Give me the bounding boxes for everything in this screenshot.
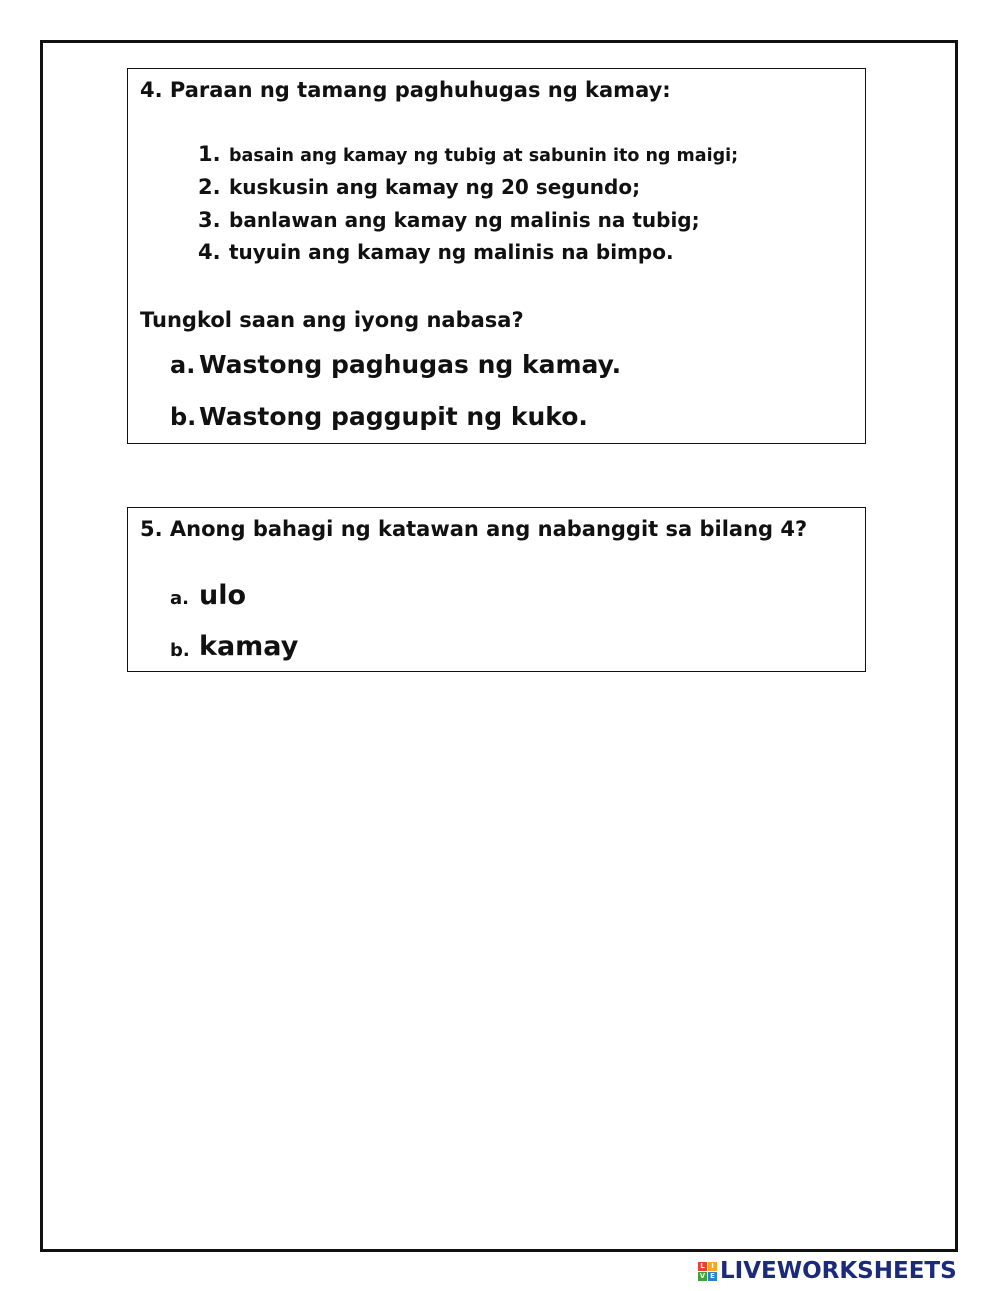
choice-a-text: Wastong paghugas ng kamay. — [199, 350, 622, 379]
choice-a-letter: a. — [170, 588, 189, 609]
step-2-number: 2. — [198, 175, 221, 199]
question-4-prompt: Tungkol saan ang iyong nabasa? — [140, 308, 524, 332]
choice-b-letter: b. — [170, 403, 197, 431]
step-1-number: 1. — [198, 142, 221, 166]
question-5-box — [127, 507, 866, 672]
logo-letter-e: E — [708, 1272, 717, 1281]
logo-text: LIVEWORKSHEETS — [720, 1258, 957, 1284]
liveworksheets-logo — [698, 1258, 957, 1284]
logo-mark-icon — [698, 1262, 717, 1281]
step-2-text: kuskusin ang kamay ng 20 segundo; — [229, 175, 641, 199]
question-4-box — [127, 68, 866, 444]
question-4-title: 4. Paraan ng tamang paghuhugas ng kamay: — [140, 78, 671, 102]
step-4-number: 4. — [198, 240, 221, 264]
choice-b-letter: b. — [170, 640, 190, 661]
choice-b-text: kamay — [199, 631, 299, 662]
step-3-number: 3. — [198, 208, 221, 232]
choice-b-text: Wastong paggupit ng kuko. — [199, 402, 588, 431]
logo-letter-l: L — [698, 1262, 707, 1271]
choice-a-letter: a. — [170, 351, 196, 379]
question-5-title: 5. Anong bahagi ng katawan ang nabanggit sa bilang 4? — [140, 517, 808, 541]
step-4-text: tuyuin ang kamay ng malinis na bimpo. — [229, 240, 674, 264]
logo-letter-i: I — [708, 1262, 717, 1271]
step-3-text: banlawan ang kamay ng malinis na tubig; — [229, 208, 700, 232]
choice-a-text: ulo — [199, 580, 247, 611]
step-1-text: basain ang kamay ng tubig at sabunin ito ng maigi; — [229, 146, 739, 166]
logo-letter-v: V — [699, 1271, 706, 1280]
